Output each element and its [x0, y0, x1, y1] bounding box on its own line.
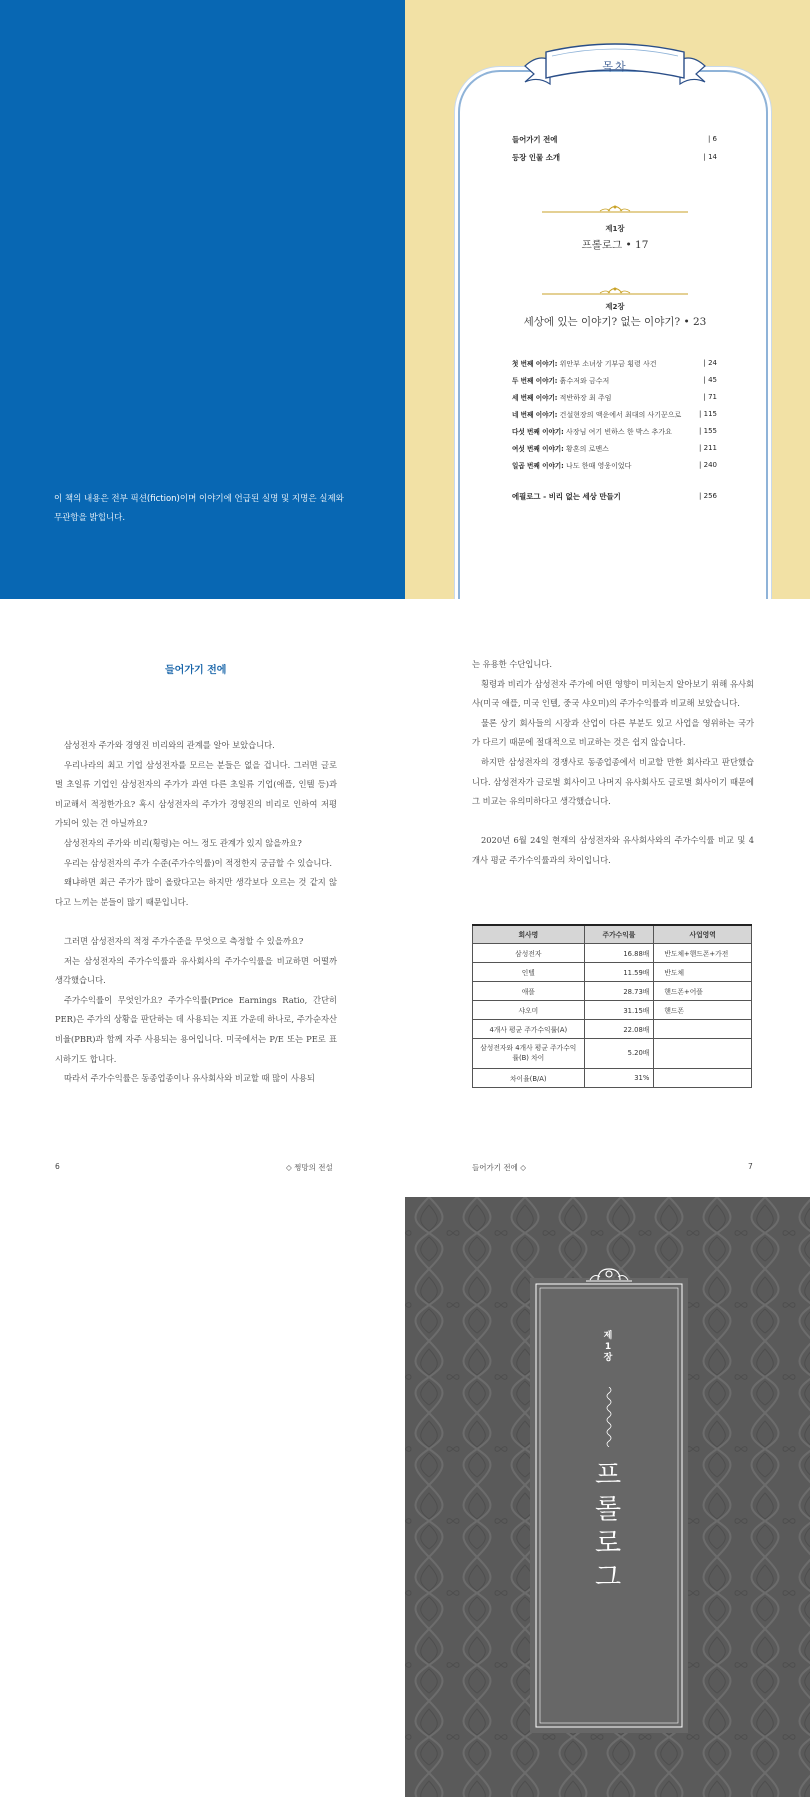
- table-cell: 삼성전자: [473, 943, 585, 962]
- per-comparison-table: [472, 924, 752, 1088]
- toc-row-story-1[interactable]: [512, 356, 717, 370]
- story-title: 나도 한때 영웅이었다: [563, 461, 632, 470]
- folio-right-title: 들어가기 전에 ◇: [472, 1163, 527, 1172]
- table-header-row: [473, 925, 752, 943]
- toc-row-story-3[interactable]: [512, 390, 717, 404]
- chapter1-title[interactable]: [470, 237, 760, 252]
- story-page: | 115: [699, 410, 717, 418]
- toc-row-story-5[interactable]: [512, 424, 717, 438]
- table-cell: 5.20배: [584, 1038, 654, 1068]
- paragraph: 저는 삼성전자의 주가수익률과 유사회사의 주가수익률을 비교하면 어떨까 생각했습니다.: [55, 955, 337, 986]
- chapter2-title[interactable]: [470, 314, 760, 329]
- paragraph: 우리나라의 최고 기업 삼성전자를 모르는 분들은 없을 겁니다. 그러면 글로벌 초일류 기업인 삼성전자의 주가가 과연 다른 초일류 기업(애플, 인텔 등)과 비교해서 적정한가요? 혹시 삼성전자의 주가가 경영진의 비리로 인하여 저평가되어 있는 건 아닐까요?: [55, 759, 337, 829]
- table-cell: 인텔: [473, 962, 585, 981]
- story-head: 네 번째 이야기:: [512, 410, 558, 419]
- toc-label: 들어가기 전에: [512, 134, 558, 144]
- table-cell: 반도체+핸드폰+가전: [654, 943, 752, 962]
- spread-toc: [0, 0, 810, 599]
- paragraph: 그러면 삼성전자의 적정 주가수준을 무엇으로 측정할 수 있을까요?: [64, 935, 304, 946]
- chapter1-number: 제1장: [605, 224, 625, 233]
- paragraph: 왜냐하면 최근 주가가 많이 올랐다고는 하지만 생각보다 오르는 것 같지 않다고 느끼는 분들이 많기 때문입니다.: [55, 877, 337, 907]
- table-row: [473, 962, 752, 981]
- table-cell: 삼성전자와 4개사 평균 주가수익률(B) 차이: [473, 1038, 585, 1068]
- toc-label: 등장 인물 소개: [512, 152, 560, 162]
- table-row: [473, 981, 752, 1000]
- table-row: [473, 1038, 752, 1068]
- story-head: 첫 번째 이야기:: [512, 359, 558, 368]
- chapter-title-text: 프 롤 로 그: [594, 1460, 622, 1593]
- table-cell: 31.15배: [584, 1000, 654, 1019]
- column-header: 사업영역: [654, 925, 752, 943]
- ornament-divider-icon: [540, 202, 690, 216]
- toc-row-epilogue[interactable]: [512, 489, 717, 503]
- table-cell: 16.88배: [584, 943, 654, 962]
- table-cell: [654, 1038, 752, 1068]
- story-head: 세 번째 이야기:: [512, 393, 558, 402]
- folio-right-number: 7: [748, 1162, 753, 1171]
- epilogue-label: 에필로그 - 비리 없는 세상 만들기: [512, 491, 621, 501]
- story-page: | 240: [699, 461, 717, 469]
- toc-row-front-2[interactable]: [512, 150, 717, 164]
- toc-row-front-1[interactable]: [512, 132, 717, 146]
- table-cell: 핸드폰+어플: [654, 981, 752, 1000]
- story-head: 두 번째 이야기:: [512, 376, 558, 385]
- table-cell: 28.73배: [584, 981, 654, 1000]
- table-cell: 11.59배: [584, 962, 654, 981]
- story-title: 위안부 소녀상 기부금 횡령 사건: [557, 359, 657, 368]
- table-cell: [654, 1019, 752, 1038]
- column-header: 주가수익률: [584, 925, 654, 943]
- paragraph: 따라서 주가수익률은 동종업종이나 유사회사와 비교할 때 많이 사용되: [64, 1073, 315, 1084]
- crest-ornament-icon: [584, 1263, 634, 1285]
- epilogue-page: | 256: [699, 492, 717, 500]
- table-row: [473, 1019, 752, 1038]
- chapter-number-text: 제 1 장: [603, 1331, 613, 1363]
- story-title: 황혼의 로맨스: [563, 444, 609, 453]
- story-head: 다섯 번째 이야기:: [512, 427, 564, 436]
- chapter-number-vertical: [598, 1331, 618, 1364]
- story-page: | 24: [703, 359, 717, 367]
- story-page: | 71: [703, 393, 717, 401]
- table-row: [473, 1000, 752, 1019]
- story-title: 적반하장 최 주임: [557, 393, 612, 402]
- story-title: 건설현장의 액운에서 최대의 사기꾼으로: [557, 410, 682, 419]
- chapter2-number: 제2장: [605, 302, 625, 311]
- folio-left-number: 6: [55, 1162, 60, 1171]
- story-page: | 211: [699, 444, 717, 452]
- toc-page: | 14: [703, 153, 717, 161]
- story-title: 흙수저와 금수저: [557, 376, 610, 385]
- section-heading: 들어가기 전에: [165, 665, 227, 676]
- left-body-text: [55, 736, 337, 1089]
- table-row: [473, 1068, 752, 1087]
- chapter-title-vertical: [588, 1459, 628, 1595]
- column-header: 회사명: [473, 925, 585, 943]
- ornament-divider-icon: [540, 284, 690, 298]
- paragraph: 하지만 삼성전자의 경쟁사로 동종업종에서 비교할 만한 회사라고 판단했습니다. 삼성전자가 글로벌 회사이고 나머지 유사회사도 글로벌 회사이기 때문에 그 비교는 유의미하다고 생각했습니다.: [472, 756, 754, 807]
- chapter1-title-text: 프롤로그 • 17: [581, 239, 649, 251]
- table-row: [473, 943, 752, 962]
- table-cell: 애플: [473, 981, 585, 1000]
- story-head: 여섯 번째 이야기:: [512, 444, 564, 453]
- spread-intro: [0, 599, 810, 1172]
- wavy-line-icon: [604, 1387, 614, 1447]
- toc-title: 목차: [602, 60, 628, 73]
- chapter2-title-text: 세상에 있는 이야기? 없는 이야기? • 23: [523, 316, 707, 328]
- story-title: 사장님 여기 빈하스 한 박스 추가요: [563, 427, 672, 436]
- table-cell: 4개사 평균 주가수익률(A): [473, 1019, 585, 1038]
- paragraph: 횡령과 비리가 삼성전자 주가에 어떤 영향이 미치는지 알아보기 위해 유사회사(미국 애플, 미국 인텔, 중국 샤오미)의 주가수익률과 비교해 보았습니다.: [472, 678, 754, 709]
- table-cell: 31%: [584, 1068, 654, 1087]
- story-page: | 45: [703, 376, 717, 384]
- table-cell: 반도체: [654, 962, 752, 981]
- table-cell: 핸드폰: [654, 1000, 752, 1019]
- paragraph: 2020년 6월 24일 현재의 삼성전자와 유사회사와의 주가수익률 비교 및 4개사 평균 주가수익률과의 차이입니다.: [472, 835, 754, 865]
- table-cell: 22.08배: [584, 1019, 654, 1038]
- table-cell: 차이율(B/A): [473, 1068, 585, 1087]
- paragraph: 는 유용한 수단입니다.: [472, 659, 553, 669]
- right-body-text: [472, 655, 754, 871]
- paragraph: 삼성전자 주가와 경영진 비리와의 관계를 알아 보았습니다.: [64, 740, 275, 750]
- toc-row-story-2[interactable]: [512, 373, 717, 387]
- paragraph: 삼성전자의 주가와 비리(횡령)는 어느 정도 관계가 있지 않을까요?: [64, 837, 302, 848]
- toc-row-story-6[interactable]: [512, 441, 717, 455]
- toc-page: | 6: [707, 135, 717, 143]
- paragraph: 우리는 삼성전자의 주가 수준(주가수익률)이 적정한지 궁금할 수 있습니다.: [64, 857, 333, 868]
- story-page: | 155: [699, 427, 717, 435]
- toc-row-story-7[interactable]: [512, 458, 717, 472]
- story-head: 일곱 번째 이야기:: [512, 461, 564, 470]
- paragraph: 물론 상기 회사들의 시장과 산업이 다른 부분도 있고 사업을 영위하는 국가가 다르기 때문에 절대적으로 비교하는 것은 쉽지 않습니다.: [472, 717, 754, 748]
- table-body: [473, 943, 752, 1087]
- table-cell: 샤오미: [473, 1000, 585, 1019]
- disclaimer-text: 이 책의 내용은 전부 픽션(fiction)이며 이야기에 언급된 실명 및 지명은 실제와 무관함을 밝힙니다.: [54, 494, 344, 523]
- paragraph: 주가수익률이 무엇인가요? 주가수익률(Price Earnings Ratio, 간단히 PER)은 주가의 상황을 판단하는 데 사용되는 지표 가운데 하나로, 주가순자산비율(PBR)과 함께 자주 사용되는 용어입니다. 미국에서는 P/E 또는 PE로 표시하기도 합니다.: [55, 994, 337, 1064]
- spread-chapter-opener: [0, 1197, 810, 1797]
- folio-left-title: ◇ 쩡망의 전설: [286, 1163, 333, 1172]
- table-cell: [654, 1068, 752, 1087]
- toc-row-story-4[interactable]: [512, 407, 717, 421]
